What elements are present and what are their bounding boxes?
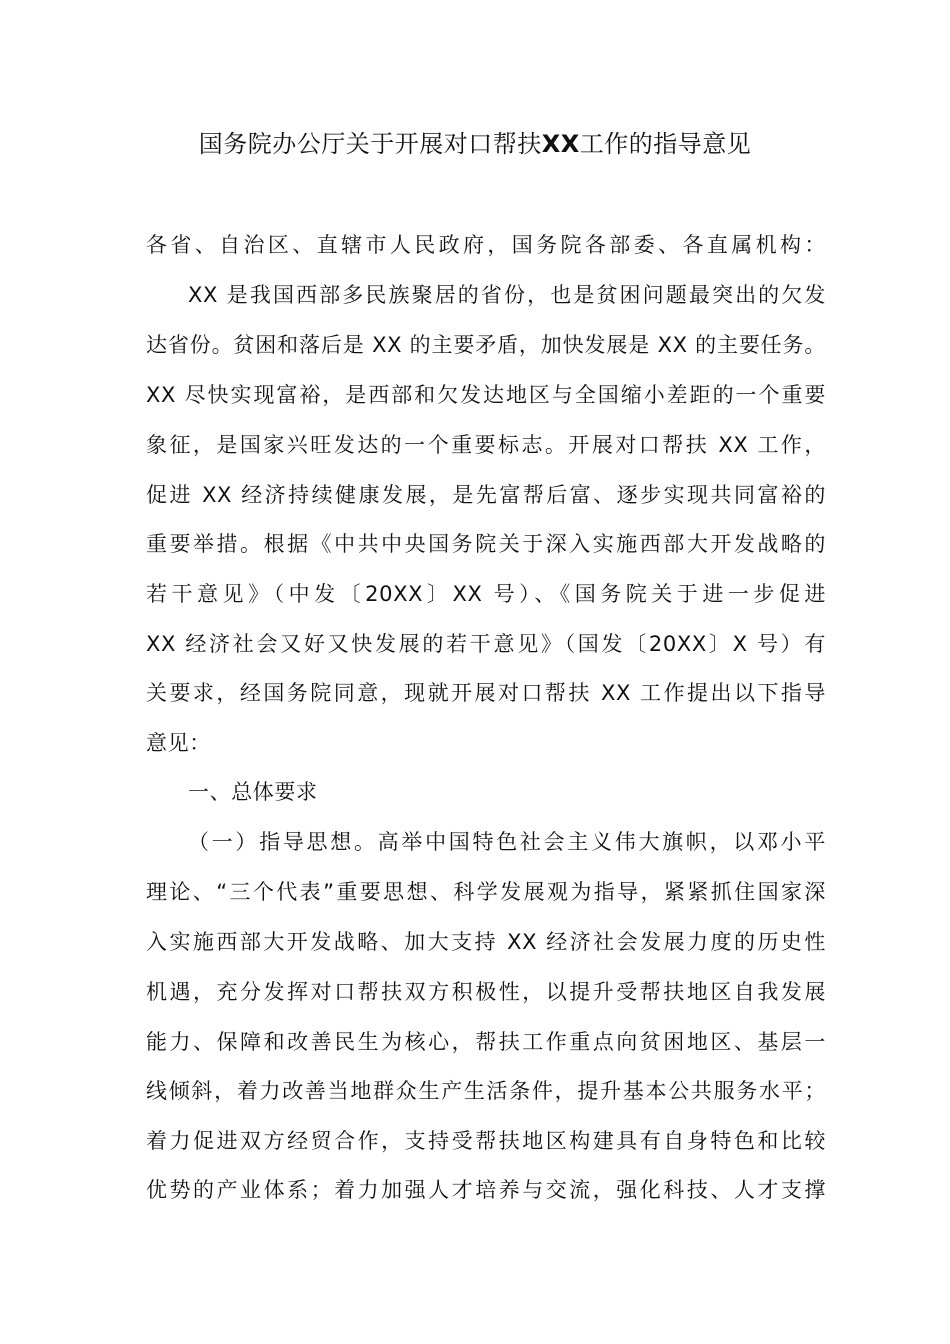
title-bold: XX <box>541 130 580 158</box>
salutation: 各省、自治区、直辖市人民政府，国务院各部委、各直属机构： <box>146 233 826 257</box>
document-title <box>0 124 950 164</box>
body-line: 促进 XX 经济持续健康发展，是先富帮后富、逐步实现共同富裕的 <box>146 483 826 507</box>
body-line: XX 经济社会又好又快发展的若干意见》（国发〔20XX〕X 号）有 <box>146 632 826 656</box>
section-heading: 一、总体要求 <box>188 780 318 804</box>
body-line: 意见： <box>146 731 211 755</box>
body-line: 重要举措。根据《中共中央国务院关于深入实施西部大开发战略的 <box>146 532 826 556</box>
body-line: 着力促进双方经贸合作，支持受帮扶地区构建具有自身特色和比较 <box>146 1129 826 1153</box>
body-line: 达省份。贫困和落后是 XX 的主要矛盾，加快发展是 XX 的主要任务。 <box>146 333 826 357</box>
body-line: 象征，是国家兴旺发达的一个重要标志。开展对口帮扶 XX 工作， <box>146 433 826 457</box>
body-line: 机遇，充分发挥对口帮扶双方积极性，以提升受帮扶地区自我发展 <box>146 980 826 1004</box>
body-line: 入实施西部大开发战略、加大支持 XX 经济社会发展力度的历史性 <box>146 930 826 954</box>
body-line: 理论、“三个代表”重要思想、科学发展观为指导，紧紧抓住国家深 <box>146 880 826 904</box>
body-line: 关要求，经国务院同意，现就开展对口帮扶 XX 工作提出以下指导 <box>146 681 826 705</box>
body-line: 优势的产业体系；着力加强人才培养与交流，强化科技、人才支撑 <box>146 1178 826 1202</box>
title-suffix: 工作的指导意见 <box>579 130 752 158</box>
body-line: XX 是我国西部多民族聚居的省份，也是贫困问题最突出的欠发 <box>188 283 826 307</box>
title-prefix: 国务院办公厅关于开展对口帮扶 <box>198 130 542 158</box>
body-line: 若干意见》（中发〔20XX〕XX 号）、《国务院关于进一步促进 <box>146 582 826 606</box>
body-line: （一）指导思想。高举中国特色社会主义伟大旗帜，以邓小平 <box>188 830 826 854</box>
body-line: 线倾斜，着力改善当地群众生产生活条件，提升基本公共服务水平； <box>146 1079 826 1103</box>
body-line: 能力、保障和改善民生为核心，帮扶工作重点向贫困地区、基层一 <box>146 1030 826 1054</box>
body-line: XX 尽快实现富裕，是西部和欠发达地区与全国缩小差距的一个重要 <box>146 383 826 407</box>
